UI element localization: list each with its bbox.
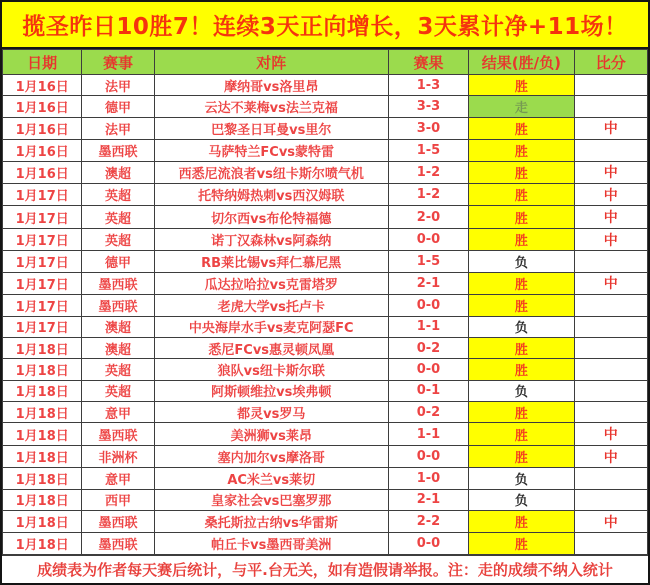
result-cell: 胜	[469, 295, 574, 316]
match-cell: 摩纳哥vs洛里昂	[154, 75, 388, 96]
table-row	[3, 337, 648, 358]
result-cell: 胜	[469, 184, 574, 206]
score-cell: 1-2	[388, 184, 468, 206]
date-cell: 1月17日	[3, 316, 82, 337]
result-cell: 胜	[469, 140, 574, 161]
table-row	[3, 468, 648, 489]
match-cell: 狼队vs纽卡斯尔联	[154, 359, 388, 380]
match-cell: 马萨特兰FCvs蒙特雷	[154, 140, 388, 161]
result-cell: 负	[469, 489, 574, 510]
league-cell: 英超	[82, 228, 154, 250]
result-cell: 胜	[469, 337, 574, 358]
date-cell: 1月17日	[3, 228, 82, 250]
column-header-match: 对阵	[154, 50, 388, 75]
table-row	[3, 295, 648, 316]
league-cell: 墨西联	[82, 140, 154, 161]
league-cell: 澳超	[82, 337, 154, 358]
match-cell: 塞内加尔vs摩洛哥	[154, 445, 388, 467]
bifen-cell	[574, 359, 647, 380]
date-cell: 1月18日	[3, 445, 82, 467]
date-cell: 1月18日	[3, 423, 82, 445]
bifen-cell: 中	[574, 117, 647, 139]
result-cell: 胜	[469, 117, 574, 139]
date-cell: 1月16日	[3, 75, 82, 96]
match-cell: 托特纳姆热刺vs西汉姆联	[154, 184, 388, 206]
score-cell: 0-1	[388, 380, 468, 401]
league-cell: 墨西联	[82, 533, 154, 555]
score-cell: 0-0	[388, 228, 468, 250]
result-cell: 胜	[469, 161, 574, 183]
score-cell: 0-2	[388, 402, 468, 423]
league-cell: 德甲	[82, 96, 154, 117]
match-cell: 都灵vs罗马	[154, 402, 388, 423]
score-cell: 1-1	[388, 423, 468, 445]
date-cell: 1月17日	[3, 251, 82, 272]
table-row	[3, 402, 648, 423]
league-cell: 英超	[82, 184, 154, 206]
score-cell: 0-0	[388, 445, 468, 467]
result-cell: 负	[469, 251, 574, 272]
bifen-cell: 中	[574, 445, 647, 467]
footer-disclaimer: 成绩表为作者每天赛后统计，与平.台无关，如有造假请举报。注：走的成绩不纳入统计	[2, 555, 648, 583]
table-row	[3, 445, 648, 467]
result-cell: 胜	[469, 533, 574, 555]
results-table-body	[3, 75, 648, 555]
column-header-league: 赛事	[82, 50, 154, 75]
result-cell: 胜	[469, 423, 574, 445]
bifen-cell: 中	[574, 184, 647, 206]
table-row	[3, 228, 648, 250]
table-row	[3, 251, 648, 272]
score-cell: 2-1	[388, 272, 468, 294]
result-cell: 走	[469, 96, 574, 117]
league-cell: 墨西联	[82, 423, 154, 445]
date-cell: 1月18日	[3, 489, 82, 510]
table-row	[3, 511, 648, 533]
bifen-cell	[574, 337, 647, 358]
match-cell: 阿斯顿维拉vs埃弗顿	[154, 380, 388, 401]
match-cell: 桑托斯拉古纳vs华雷斯	[154, 511, 388, 533]
date-cell: 1月17日	[3, 295, 82, 316]
score-cell: 1-1	[388, 316, 468, 337]
match-cell: 诺丁汉森林vs阿森纳	[154, 228, 388, 250]
league-cell: 非洲杯	[82, 445, 154, 467]
bifen-cell	[574, 468, 647, 489]
result-cell: 胜	[469, 511, 574, 533]
date-cell: 1月18日	[3, 468, 82, 489]
result-cell: 负	[469, 316, 574, 337]
match-cell: 云达不莱梅vs法兰克福	[154, 96, 388, 117]
table-row	[3, 380, 648, 401]
bifen-cell	[574, 295, 647, 316]
league-cell: 意甲	[82, 402, 154, 423]
match-cell: 老虎大学vs托卢卡	[154, 295, 388, 316]
table-row	[3, 206, 648, 228]
date-cell: 1月16日	[3, 117, 82, 139]
bifen-cell: 中	[574, 423, 647, 445]
result-cell: 胜	[469, 272, 574, 294]
results-table	[2, 49, 648, 555]
score-cell: 1-0	[388, 468, 468, 489]
result-cell: 胜	[469, 206, 574, 228]
league-cell: 澳超	[82, 161, 154, 183]
bifen-cell	[574, 251, 647, 272]
bifen-cell: 中	[574, 161, 647, 183]
bifen-cell	[574, 489, 647, 510]
league-cell: 法甲	[82, 75, 154, 96]
match-cell: 巴黎圣日耳曼vs里尔	[154, 117, 388, 139]
score-cell: 2-2	[388, 511, 468, 533]
result-cell: 胜	[469, 402, 574, 423]
score-cell: 0-0	[388, 533, 468, 555]
date-cell: 1月18日	[3, 380, 82, 401]
result-cell: 负	[469, 468, 574, 489]
league-cell: 法甲	[82, 117, 154, 139]
bifen-cell	[574, 402, 647, 423]
score-cell: 1-5	[388, 251, 468, 272]
score-cell: 3-0	[388, 117, 468, 139]
league-cell: 意甲	[82, 468, 154, 489]
bifen-cell: 中	[574, 511, 647, 533]
league-cell: 墨西联	[82, 295, 154, 316]
league-cell: 墨西联	[82, 511, 154, 533]
date-cell: 1月18日	[3, 402, 82, 423]
date-cell: 1月16日	[3, 140, 82, 161]
date-cell: 1月17日	[3, 206, 82, 228]
result-cell: 胜	[469, 75, 574, 96]
league-cell: 英超	[82, 206, 154, 228]
league-cell: 澳超	[82, 316, 154, 337]
table-row	[3, 316, 648, 337]
result-cell: 胜	[469, 445, 574, 467]
table-row	[3, 117, 648, 139]
page-title: 揽圣昨日10胜7！连续3天正向增长，3天累计净+11场！	[2, 2, 648, 49]
league-cell: 西甲	[82, 489, 154, 510]
date-cell: 1月18日	[3, 533, 82, 555]
match-cell: 悉尼FCvs惠灵顿凤凰	[154, 337, 388, 358]
date-cell: 1月16日	[3, 161, 82, 183]
match-cell: RB莱比锡vs拜仁慕尼黑	[154, 251, 388, 272]
date-cell: 1月18日	[3, 511, 82, 533]
match-cell: AC米兰vs莱切	[154, 468, 388, 489]
result-cell: 负	[469, 380, 574, 401]
bifen-cell	[574, 140, 647, 161]
column-header-bifen: 比分	[574, 50, 647, 75]
bifen-cell: 中	[574, 228, 647, 250]
score-cell: 2-0	[388, 206, 468, 228]
match-cell: 帕丘卡vs墨西哥美洲	[154, 533, 388, 555]
bifen-cell	[574, 96, 647, 117]
match-cell: 美洲狮vs莱昂	[154, 423, 388, 445]
table-row	[3, 96, 648, 117]
score-cell: 1-3	[388, 75, 468, 96]
league-cell: 英超	[82, 359, 154, 380]
column-header-result: 结果(胜/负)	[469, 50, 574, 75]
score-cell: 2-1	[388, 489, 468, 510]
column-header-date: 日期	[3, 50, 82, 75]
match-cell: 瓜达拉哈拉vs克雷塔罗	[154, 272, 388, 294]
match-cell: 切尔西vs布伦特福德	[154, 206, 388, 228]
match-cell: 西悉尼流浪者vs纽卡斯尔喷气机	[154, 161, 388, 183]
bifen-cell	[574, 380, 647, 401]
table-row	[3, 75, 648, 96]
table-row	[3, 423, 648, 445]
table-row	[3, 184, 648, 206]
match-cell: 皇家社会vs巴塞罗那	[154, 489, 388, 510]
table-row	[3, 161, 648, 183]
score-cell: 0-0	[388, 359, 468, 380]
score-cell: 0-2	[388, 337, 468, 358]
bifen-cell	[574, 75, 647, 96]
league-cell: 墨西联	[82, 272, 154, 294]
date-cell: 1月16日	[3, 96, 82, 117]
column-header-score: 赛果	[388, 50, 468, 75]
score-cell: 1-5	[388, 140, 468, 161]
table-row	[3, 489, 648, 510]
table-row	[3, 533, 648, 555]
date-cell: 1月18日	[3, 337, 82, 358]
result-cell: 胜	[469, 228, 574, 250]
score-cell: 1-2	[388, 161, 468, 183]
score-cell: 0-0	[388, 295, 468, 316]
table-row	[3, 272, 648, 294]
bifen-cell	[574, 533, 647, 555]
table-header-row	[3, 50, 648, 75]
bifen-cell	[574, 316, 647, 337]
result-cell: 胜	[469, 359, 574, 380]
league-cell: 英超	[82, 380, 154, 401]
bifen-cell: 中	[574, 206, 647, 228]
date-cell: 1月17日	[3, 184, 82, 206]
bifen-cell: 中	[574, 272, 647, 294]
league-cell: 德甲	[82, 251, 154, 272]
table-row	[3, 359, 648, 380]
date-cell: 1月17日	[3, 272, 82, 294]
match-cell: 中央海岸水手vs麦克阿瑟FC	[154, 316, 388, 337]
date-cell: 1月18日	[3, 359, 82, 380]
table-row	[3, 140, 648, 161]
score-cell: 3-3	[388, 96, 468, 117]
